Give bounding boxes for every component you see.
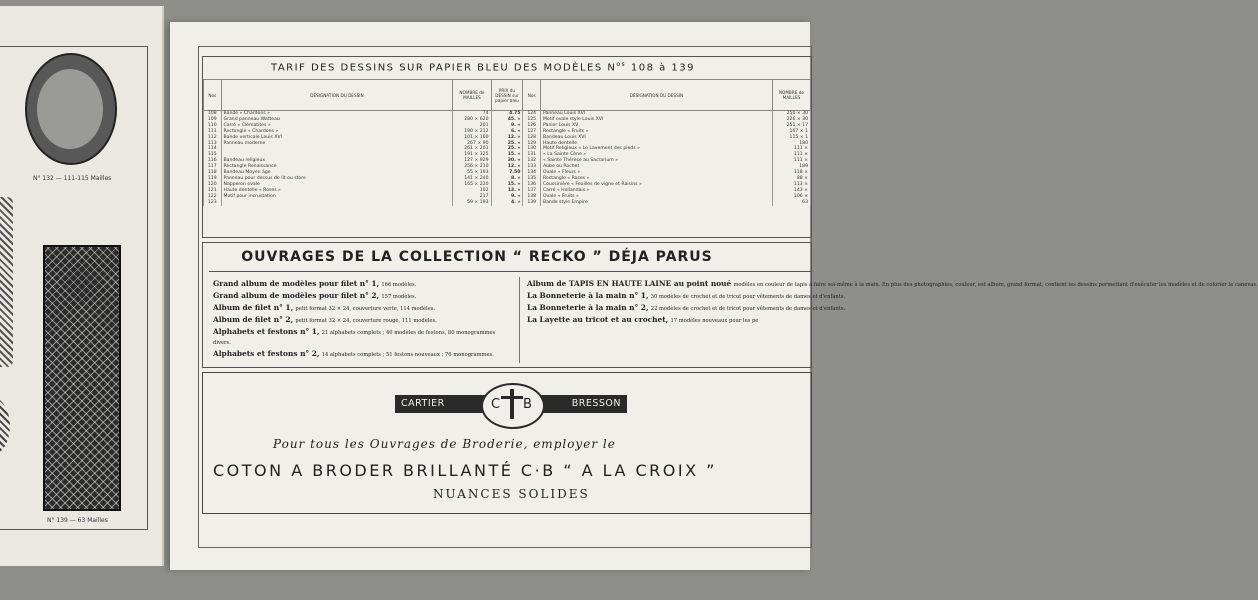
cell-no: 109 xyxy=(204,117,222,123)
header-prix: PRIX du DESSIN sur papier bleu xyxy=(491,80,523,111)
lace-border-left xyxy=(0,197,13,367)
cell-designation: Carré « Clématites » xyxy=(221,123,453,129)
cell-designation-2: Ovale « Fleurs » xyxy=(540,170,772,176)
item-title: Grand album de modèles pour filet n° 2, xyxy=(213,291,380,300)
header-no-2: Nos xyxy=(523,80,541,111)
cell-designation-2: Rectangle « Fruits » xyxy=(540,129,772,135)
logo-letter-b: B xyxy=(523,397,532,412)
ouvrages-section xyxy=(202,242,1258,368)
cell-mailles: 59 × 193 xyxy=(453,200,491,206)
ouvrages-divider xyxy=(519,277,520,363)
cell-mailles-2: 111 × xyxy=(772,152,810,158)
ouvrages-list-left xyxy=(213,279,513,361)
cell-mailles-2: 143 × xyxy=(772,188,810,194)
cell-no: 119 xyxy=(204,176,222,182)
item-title: Album de filet n° 2, xyxy=(213,315,294,324)
cell-no: 111 xyxy=(204,129,222,135)
cell-no-2: 135 xyxy=(523,176,541,182)
cell-designation: Rectangle « Chardons » xyxy=(221,129,453,135)
cell-mailles: 191 × 325 xyxy=(453,152,491,158)
cell-mailles-2: 180 xyxy=(772,141,810,147)
item-title: La Layette au tricot et au crochet, xyxy=(527,315,669,324)
advert-line-3: NUANCES SOLIDES xyxy=(433,487,590,501)
cell-mailles: 217 xyxy=(453,194,491,200)
cell-no-2: 138 xyxy=(523,194,541,200)
cell-no-2: 129 xyxy=(523,141,541,147)
cell-designation: Napperon ovale xyxy=(221,182,453,188)
cell-mailles: 201 xyxy=(453,123,491,129)
cell-designation: Bande « Chardons » xyxy=(221,111,453,117)
cell-no-2: 134 xyxy=(523,170,541,176)
cell-no-2: 128 xyxy=(523,135,541,141)
cell-designation xyxy=(221,200,453,206)
list-item xyxy=(527,315,817,326)
cell-no-2: 137 xyxy=(523,188,541,194)
cell-designation: Grand panneau Watteau xyxy=(221,117,453,123)
item-title: Alphabets et festons n° 2, xyxy=(213,349,320,358)
brand-left: CARTIER xyxy=(401,398,445,409)
cell-mailles: 165 × 220 xyxy=(453,182,491,188)
item-detail: 22 modèles de crochet et de tricot pour vêtements de dames et d'enfants. xyxy=(650,306,846,312)
list-item xyxy=(213,327,513,348)
cell-mailles-2: 167 × 1 xyxy=(772,129,810,135)
cell-designation-2: Ovale « Fruits » xyxy=(540,194,772,200)
cell-designation: Bandeau Moyen âge xyxy=(221,170,453,176)
cell-mailles: 127 × 929 xyxy=(453,158,491,164)
brand-right: BRESSON xyxy=(571,398,621,409)
left-page-frame xyxy=(0,46,148,530)
cell-no: 116 xyxy=(204,158,222,164)
cell-mailles: 256 × 210 xyxy=(453,164,491,170)
cell-no-2: 132 xyxy=(523,158,541,164)
cell-designation-2: Panneau Louis XVI xyxy=(540,111,772,117)
cell-no: 114 xyxy=(204,146,222,152)
item-title: La Bonneterie à la main n° 1, xyxy=(527,291,649,300)
cell-prix: 15. » xyxy=(491,152,523,158)
cell-prix: 12. » xyxy=(491,164,523,170)
cell-designation-2: Carré « Hollandais » xyxy=(540,188,772,194)
cell-no-2: 133 xyxy=(523,164,541,170)
cell-no-2: 125 xyxy=(523,117,541,123)
cell-mailles-2: 189 xyxy=(772,164,810,170)
item-detail: 17 modèles nouveaux pour les pe xyxy=(670,318,759,324)
item-title: Alphabets et festons n° 1, xyxy=(213,327,320,336)
cell-no-2: 124 xyxy=(523,111,541,117)
cell-prix: 9. » xyxy=(491,123,523,129)
cell-designation-2: Bande style Empire xyxy=(540,200,772,206)
item-title: Album de filet n° 1, xyxy=(213,303,294,312)
cell-designation-2: Haute dentelle xyxy=(540,141,772,147)
cell-designation-2: Motif ovale style Louis XVI xyxy=(540,117,772,123)
cell-no-2: 136 xyxy=(523,182,541,188)
cell-designation-2: Aube ou Rochet xyxy=(540,164,772,170)
cell-mailles-2: 251 × 17 xyxy=(772,123,810,129)
cell-mailles: 102 xyxy=(453,188,491,194)
cell-mailles-2: 111 × xyxy=(772,146,810,152)
cell-no-2: 126 xyxy=(523,123,541,129)
cell-no: 110 xyxy=(204,123,222,129)
cell-no-2: 127 xyxy=(523,129,541,135)
cell-designation-2: Bandeau Louis XVI xyxy=(540,135,772,141)
tarif-table xyxy=(203,79,811,206)
list-item xyxy=(527,303,846,314)
cell-prix: 13. » xyxy=(491,188,523,194)
cell-prix: 25. » xyxy=(491,146,523,152)
cell-prix: 4. » xyxy=(491,200,523,206)
item-detail: modèles en couleur de tapis à faire soi-même à la main. En plus des photographies, couleur, est album, grand format, contient les dessins permettant d'exécuter les modèles et de colorier le canevas. xyxy=(733,282,1258,288)
cell-mailles: 74 xyxy=(453,111,491,117)
header-no: Nos xyxy=(204,80,222,111)
cell-mailles-2: 111 × xyxy=(772,158,810,164)
item-detail: 21 alphabets complets ; 40 modèles de festons, 80 monogrammes divers. xyxy=(213,330,496,346)
tarif-section xyxy=(202,56,812,238)
cell-designation: Panneau pour dessus de lit ou store xyxy=(221,176,453,182)
cell-designation-2: Coussinière « Feuilles de vigne et Raisins » xyxy=(540,182,772,188)
header-designation: DÉSIGNATION DU DESSIN xyxy=(221,80,453,111)
cell-no: 118 xyxy=(204,170,222,176)
cell-prix: 15. » xyxy=(491,182,523,188)
item-title: Grand album de modèles pour filet n° 1, xyxy=(213,279,380,288)
cell-designation: Bandeau religieux xyxy=(221,158,453,164)
medallion-image xyxy=(25,53,117,165)
list-item xyxy=(213,291,513,302)
cell-prix: 4.75 xyxy=(491,111,523,117)
list-item xyxy=(213,349,513,360)
cell-designation-2: « Sainte Thérèse au Sacrarium » xyxy=(540,158,772,164)
cell-prix: 9. » xyxy=(491,194,523,200)
cell-no-2: 139 xyxy=(523,200,541,206)
left-page xyxy=(0,6,164,566)
item-title: La Bonneterie à la main n° 2, xyxy=(527,303,649,312)
cell-mailles-2: 63 xyxy=(772,200,810,206)
cartier-bresson-advert xyxy=(202,372,812,514)
item-detail: 157 modèles. xyxy=(381,294,417,300)
cross-vertical xyxy=(510,389,514,419)
cell-mailles: 267 × 90 xyxy=(453,141,491,147)
cell-prix: 12. » xyxy=(491,135,523,141)
cell-prix: 7.50 xyxy=(491,170,523,176)
cell-no: 112 xyxy=(204,135,222,141)
cross-horizontal xyxy=(501,396,523,399)
logo-letter-c: C xyxy=(491,397,501,412)
cross-logo-icon xyxy=(481,383,545,429)
list-item xyxy=(527,291,846,302)
item-detail: petit format 32 × 24, couverture verte, 114 modèles. xyxy=(295,306,436,312)
cell-no: 121 xyxy=(204,188,222,194)
cell-mailles-2: 118 × xyxy=(772,170,810,176)
item-detail: petit format 32 × 24, couverture rouge, 111 modèles. xyxy=(295,318,437,324)
cell-prix: 25. » xyxy=(491,141,523,147)
list-item xyxy=(213,315,513,326)
cell-designation-2: « La Sainte Cène » xyxy=(540,152,772,158)
ouvrages-title: OUVRAGES DE LA COLLECTION “ RECKO ” DÉJA PARUS xyxy=(241,249,713,265)
cell-designation: Motif pour incrustation xyxy=(221,194,453,200)
cell-mailles: 141 × 240 xyxy=(453,176,491,182)
cell-designation-2: Panier Louis XV xyxy=(540,123,772,129)
cell-mailles-2: 115 × 1 xyxy=(772,135,810,141)
right-page xyxy=(170,22,1258,570)
cell-prix: 45. » xyxy=(491,117,523,123)
cell-no: 117 xyxy=(204,164,222,170)
item-detail: 166 modèles. xyxy=(381,282,417,288)
list-item xyxy=(527,279,1258,290)
item-title: Album de TAPIS EN HAUTE LAINE au point noué xyxy=(527,279,732,288)
header-mailles: NOMBRE de MAILLES xyxy=(453,80,491,111)
caption-top: N° 132 — 111-115 Mailles xyxy=(33,175,112,182)
cell-designation: Haute dentelle « Roses » xyxy=(221,188,453,194)
ouvrages-rule xyxy=(209,271,811,272)
cell-prix: 30. » xyxy=(491,158,523,164)
table-row xyxy=(204,200,811,206)
cell-mailles-2: 88 × xyxy=(772,176,810,182)
cell-designation: Bande verticale Louis XVI xyxy=(221,135,453,141)
cell-no: 122 xyxy=(204,194,222,200)
cell-mailles-2: 106 × xyxy=(772,194,810,200)
cell-mailles-2: 113 × xyxy=(772,182,810,188)
cell-mailles-2: 226 × 30 xyxy=(772,117,810,123)
cell-mailles-2: 250 × 30 xyxy=(772,111,810,117)
cell-no-2: 131 xyxy=(523,152,541,158)
caption-bottom: N° 139 — 63 Mailles xyxy=(47,517,108,524)
cell-designation: Panneau moderne xyxy=(221,141,453,147)
tarif-title: TARIF DES DESSINS SUR PAPIER BLEU DES MODÈLES $N^{os}$ 108 à 139 xyxy=(270,61,696,74)
list-item xyxy=(213,279,513,290)
cell-mailles: 101 × 160 xyxy=(453,135,491,141)
cell-no: 108 xyxy=(204,111,222,117)
cell-designation: Rectangle Renaissance xyxy=(221,164,453,170)
advert-line-1: Pour tous les Ouvrages de Broderie, employer le xyxy=(273,437,616,451)
cell-no: 123 xyxy=(204,200,222,206)
lace-band-image xyxy=(43,245,121,511)
cell-mailles: 280 × 620 xyxy=(453,117,491,123)
cell-mailles: 55 × 193 xyxy=(453,170,491,176)
cell-designation-2: Rectangle « Roses » xyxy=(540,176,772,182)
header-designation-2: DÉSIGNATION DU DESSIN xyxy=(540,80,772,111)
advert-line-2: COTON A BRODER BRILLANTÉ C·B “ A LA CROIX ” xyxy=(213,461,717,480)
cell-prix: 6. » xyxy=(491,129,523,135)
cell-prix: 8. » xyxy=(491,176,523,182)
item-detail: 30 modèles de crochet et de tricot pour vêtements de dames et d'enfants. xyxy=(650,294,846,300)
ouvrages-list-right xyxy=(527,279,1258,327)
cell-no: 120 xyxy=(204,182,222,188)
list-item xyxy=(213,303,513,314)
item-detail: 14 alphabets complets ; 51 festons nouveaux ; 76 monogrammes. xyxy=(321,352,494,358)
medallion-scene xyxy=(37,69,103,149)
cell-mailles: 190 × 212 xyxy=(453,129,491,135)
cell-no-2: 130 xyxy=(523,146,541,152)
cell-no: 115 xyxy=(204,152,222,158)
cell-mailles: 261 × 201 xyxy=(453,146,491,152)
header-mailles-2: NOMBRE de MAILLES xyxy=(772,80,810,111)
cell-designation-2: Motif Religieux « Le Lavement des pieds » xyxy=(540,146,772,152)
tarif-header-row xyxy=(204,80,811,111)
cell-no: 113 xyxy=(204,141,222,147)
